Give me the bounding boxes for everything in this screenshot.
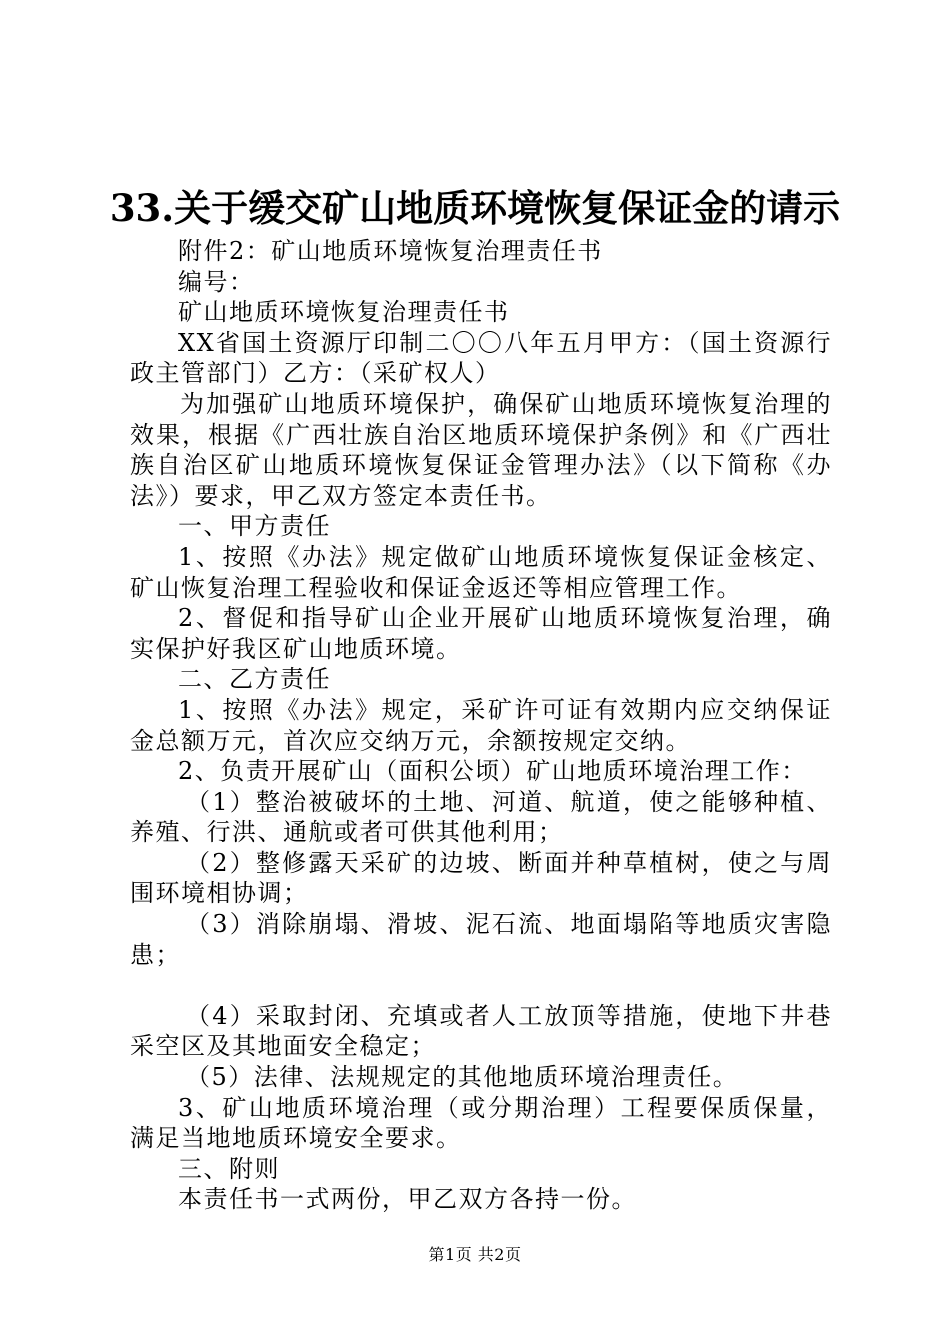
party-b-subitem-4: （4）采取封闭、充填或者人工放顶等措施，使地下井巷采空区及其地面安全稳定；: [130, 1001, 832, 1061]
party-b-subitem-5: （5）法律、法规规定的其他地质环境治理责任。: [186, 1063, 739, 1092]
document-body: [130, 236, 832, 1215]
supplementary-paragraph: 本责任书一式两份，甲乙双方各持一份。: [178, 1185, 637, 1214]
section-heading-party-b: 二、乙方责任: [178, 665, 331, 694]
attachment-line: 附件2：矿山地质环境恢复治理责任书: [178, 237, 603, 265]
party-b-subitem-1: （1）整治被破坏的土地、河道、航道，使之能够种植、养殖、行洪、通航或者可供其他利用；: [130, 787, 832, 847]
section-heading-supplementary: 三、附则: [178, 1154, 280, 1183]
section-heading-party-a: 一、甲方责任: [178, 512, 331, 541]
serial-number-label: 编号：: [178, 267, 255, 296]
party-b-item-2: 2、负责开展矿山（面积公顷）矿山地质环境治理工作：: [178, 757, 807, 786]
page-number-footer: 第1页 共2页: [428, 1245, 522, 1264]
blank-line: [130, 970, 832, 1001]
party-a-item-1: 1、按照《办法》规定做矿山地质环境恢复保证金核定、矿山恢复治理工程验收和保证金返还等相应管理工作。: [130, 542, 832, 602]
purpose-paragraph: 为加强矿山地质环境保护，确保矿山地质环境恢复治理的效果，根据《广西壮族自治区地质环境保护条例》和《广西壮族自治区矿山地质环境恢复保证金管理办法》（以下简称《办法》）要求，甲乙双方签定本责任书。: [130, 389, 832, 510]
party-b-item-1: 1、按照《办法》规定，采矿许可证有效期内应交纳保证金总额万元，首次应交纳万元，余额按规定交纳。: [130, 695, 832, 755]
party-a-item-2: 2、督促和指导矿山企业开展矿山地质环境恢复治理，确实保护好我区矿山地质环境。: [130, 604, 832, 663]
issuer-parties-paragraph: XX省国土资源厅印制二〇〇八年五月甲方：（国土资源行政主管部门）乙方：（采矿权人）: [130, 328, 832, 388]
document-title: 33.关于缓交矿山地质环境恢复保证金的请示: [109, 186, 841, 230]
party-b-item-3: 3、矿山地质环境治理（或分期治理）工程要保质保量，满足当地地质环境安全要求。: [130, 1093, 832, 1153]
party-b-subitem-2: （2）整修露天采矿的边坡、断面并种草植树，使之与周围环境相协调；: [130, 848, 832, 908]
party-b-subitem-3: （3）消除崩塌、滑坡、泥石流、地面塌陷等地质灾害隐患；: [130, 910, 832, 969]
subtitle: 矿山地质环境恢复治理责任书: [178, 298, 510, 327]
